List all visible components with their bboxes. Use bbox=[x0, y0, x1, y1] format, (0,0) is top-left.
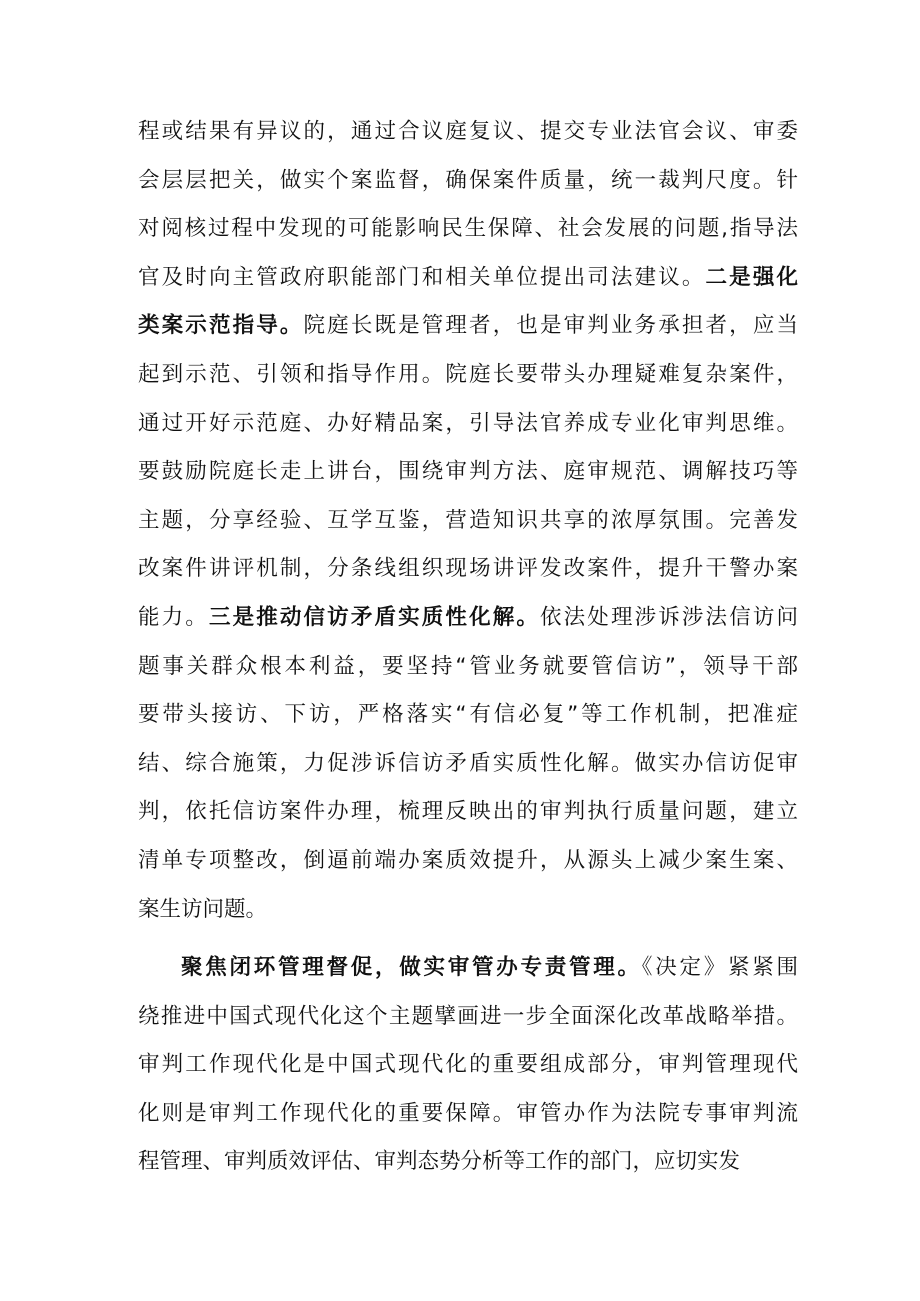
body-text: 化则是审判工作现代化的重要保障。审管办作为法院专事审判流 bbox=[138, 1100, 798, 1126]
body-text: 清单专项整改，倒逼前端办案质效提升，从源头上减少案生案、 bbox=[138, 847, 798, 873]
text-line bbox=[138, 205, 798, 254]
body-text: 通过开好示范庭、办好精品案，引导法官养成专业化审判思维。 bbox=[138, 410, 798, 436]
text-line bbox=[138, 400, 798, 449]
text-line bbox=[138, 643, 798, 692]
text-line bbox=[138, 993, 798, 1042]
body-text: 依法处理涉诉涉法信访问 bbox=[540, 604, 798, 630]
body-text: 要鼓励院庭长走上讲台，围绕审判方法、庭审规范、调解技巧等 bbox=[138, 459, 798, 485]
text-line bbox=[138, 1090, 798, 1139]
text-line bbox=[138, 740, 798, 789]
body-text: 主题，分享经验、互学互鉴，营造知识共享的浓厚氛围。完善发 bbox=[138, 507, 798, 533]
body-text: 结、综合施策，力促涉诉信访矛盾实质性化解。做实办信访促审 bbox=[138, 750, 798, 776]
document-body bbox=[138, 108, 798, 1187]
bold-heading-text: 类案示范指导。 bbox=[138, 313, 304, 339]
body-text: 程管理、审判质效评估、审判态势分析等工作的部门，应切实发 bbox=[138, 1149, 741, 1175]
text-line bbox=[138, 1138, 798, 1187]
bold-heading-text: 二是强化 bbox=[705, 264, 798, 290]
paragraph-2 bbox=[138, 944, 798, 1187]
text-line bbox=[138, 594, 798, 643]
text-line bbox=[138, 691, 798, 740]
text-line bbox=[138, 788, 798, 837]
bold-heading-text: 聚焦闭环管理督促，做实审管办专责管理。 bbox=[181, 955, 642, 981]
text-line bbox=[138, 545, 798, 594]
text-line bbox=[138, 886, 798, 935]
text-line bbox=[138, 108, 798, 157]
body-text: 起到示范、引领和指导作用。院庭长要带头办理疑难复杂案件， bbox=[138, 361, 798, 387]
text-line bbox=[138, 497, 798, 546]
text-line bbox=[138, 351, 798, 400]
body-text: 官及时向主管政府职能部门和相关单位提出司法建议。 bbox=[138, 264, 706, 290]
body-text: 《决定》紧紧围 bbox=[641, 955, 798, 981]
body-text: 审判工作现代化是中国式现代化的重要组成部分，审判管理现代 bbox=[138, 1052, 798, 1078]
text-line bbox=[138, 448, 798, 497]
body-text: 判，依托信访案件办理，梳理反映出的审判执行质量问题，建立 bbox=[138, 799, 798, 825]
text-line bbox=[138, 837, 798, 886]
body-text: 能力。 bbox=[138, 604, 209, 630]
bold-heading-text: 三是推动信访矛盾实质性化解。 bbox=[208, 604, 541, 630]
body-text: 会层层把关，做实个案监督，确保案件质量，统一裁判尺度。针 bbox=[138, 167, 798, 193]
body-text: 绕推进中国式现代化这个主题擘画进一步全面深化改革战略举措。 bbox=[138, 1003, 798, 1029]
body-text: 要带头接访、下访，严格落实“有信必复”等工作机制，把准症 bbox=[138, 702, 798, 728]
body-text: 院庭长既是管理者，也是审判业务承担者，应当 bbox=[303, 313, 798, 339]
body-text: 题事关群众根本利益，要坚持“管业务就要管信访”，领导干部 bbox=[138, 653, 798, 679]
text-line bbox=[138, 944, 798, 993]
text-line bbox=[138, 1041, 798, 1090]
body-text: 案生访问题。 bbox=[138, 896, 268, 922]
text-line bbox=[138, 254, 798, 303]
text-line bbox=[138, 302, 798, 351]
paragraph-1 bbox=[138, 108, 798, 934]
paragraph-gap bbox=[138, 934, 798, 944]
text-line bbox=[138, 157, 798, 206]
body-text: 改案件讲评机制，分条线组织现场讲评发改案件，提升干警办案 bbox=[138, 556, 798, 582]
body-text: 程或结果有异议的，通过合议庭复议、提交专业法官会议、审委 bbox=[138, 119, 798, 144]
body-text: 对阅核过程中发现的可能影响民生保障、社会发展的问题,指导法 bbox=[138, 216, 798, 242]
